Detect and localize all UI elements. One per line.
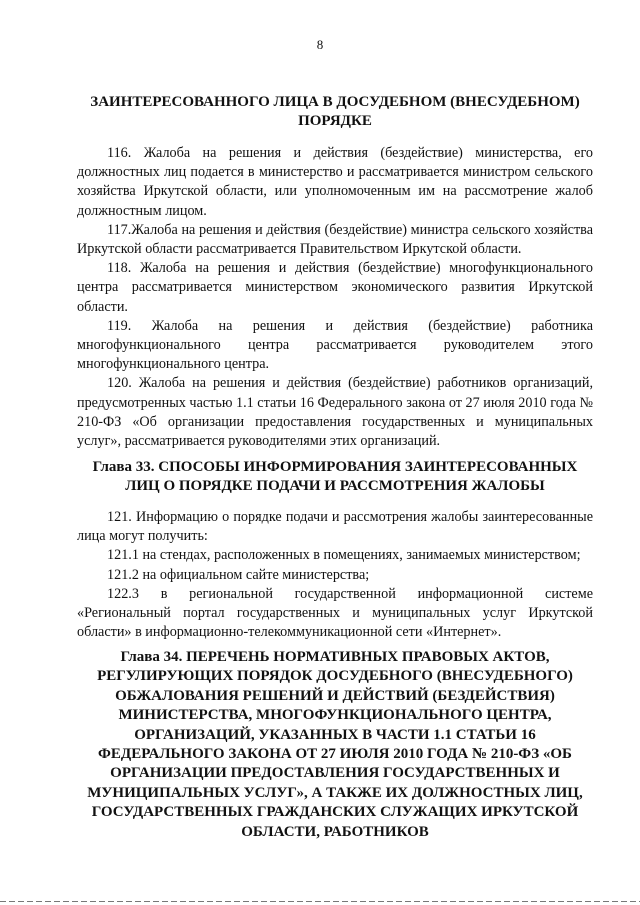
paragraph-116: 116. Жалоба на решения и действия (бездействие) министерства, его должностных лиц подается в министерство и рассматривается министром сельского хозяйства Иркутской области, или уполномоченным им на рассмотрение жалоб должностным лицом. bbox=[77, 145, 593, 219]
complaint-review-section bbox=[77, 144, 593, 451]
paragraph-120: 120. Жалоба на решения и действия (бездействие) работников организаций, предусмотренных частью 1.1 статьи 16 Федерального закона от 27 июля 2010 года № 210-ФЗ «Об организации предоставления государственных и муниципальных услуг», рассматривается руководителями этих организаций. bbox=[77, 375, 593, 450]
section-heading-continued: ЗАИНТЕРЕСОВАННОГО ЛИЦА В ДОСУДЕБНОМ (ВНЕСУДЕБНОМ) ПОРЯДКЕ bbox=[90, 94, 580, 129]
page-number: 8 bbox=[316, 37, 324, 52]
paragraph-117: 117.Жалоба на решения и действия (бездействие) министра сельского хозяйства Иркутской области рассматривается Правительством Иркутской области. bbox=[77, 221, 593, 258]
paragraph-118: 118. Жалоба на решения и действия (бездействие) многофункционального центра рассматривается министерством экономического развития Иркутской области. bbox=[77, 260, 593, 315]
paragraph-122-3: 122.3 в региональной государственной информационной системе «Региональный портал государственных и муниципальных услуг Иркутской области» в информационно-телекоммуникационной сети «Интернет». bbox=[77, 585, 593, 641]
scan-edge-line bbox=[0, 901, 640, 902]
paragraph-121-1: 121.1 на стендах, расположенных в помещениях, занимаемых министерством; bbox=[107, 547, 581, 564]
paragraph-121-2: 121.2 на официальном сайте министерства; bbox=[107, 566, 370, 583]
chapter-34-heading: Глава 34. ПЕРЕЧЕНЬ НОРМАТИВНЫХ ПРАВОВЫХ АКТОВ, РЕГУЛИРУЮЩИХ ПОРЯДОК ДОСУДЕБНОГО (ВНЕСУДЕБНОГО) ОБЖАЛОВАНИЯ РЕШЕНИЙ И ДЕЙСТВИЙ (БЕЗДЕЙСТВИЯ) МИНИСТЕРСТВА, МНОГОФУНКЦИОНАЛЬНОГО ЦЕНТРА, ОРГАНИЗАЦИЙ, УКАЗАННЫХ В ЧАСТИ 1.1 СТАТЬИ 16 ФЕДЕРАЛЬНОГО ЗАКОНА ОТ 27 ИЮЛЯ 2010 ГОДА № 210-ФЗ «ОБ ОРГАНИЗАЦИИ ПРЕДОСТАВЛЕНИЯ ГОСУДАРСТВЕННЫХ И МУНИЦИПАЛЬНЫХ УСЛУГ», А ТАКЖЕ ИХ ДОЛЖНОСТНЫХ ЛИЦ, ГОСУДАРСТВЕННЫХ ГРАЖДАНСКИХ СЛУЖАЩИХ ИРКУТСКОЙ ОБЛАСТИ, РАБОТНИКОВ bbox=[87, 649, 583, 840]
paragraph-121: 121. Информацию о порядке подачи и рассмотрения жалобы заинтересованные лица могут получить: bbox=[77, 509, 593, 545]
informing-methods-section bbox=[77, 508, 593, 642]
chapter-33-heading: Глава 33. СПОСОБЫ ИНФОРМИРОВАНИЯ ЗАИНТЕРЕСОВАННЫХ ЛИЦ О ПОРЯДКЕ ПОДАЧИ И РАССМОТРЕНИЯ ЖАЛОБЫ bbox=[92, 459, 578, 494]
paragraph-119: 119. Жалоба на решения и действия (бездействие) работника многофункционального центра рассматривается руководителем этого многофункционального центра. bbox=[77, 317, 593, 373]
